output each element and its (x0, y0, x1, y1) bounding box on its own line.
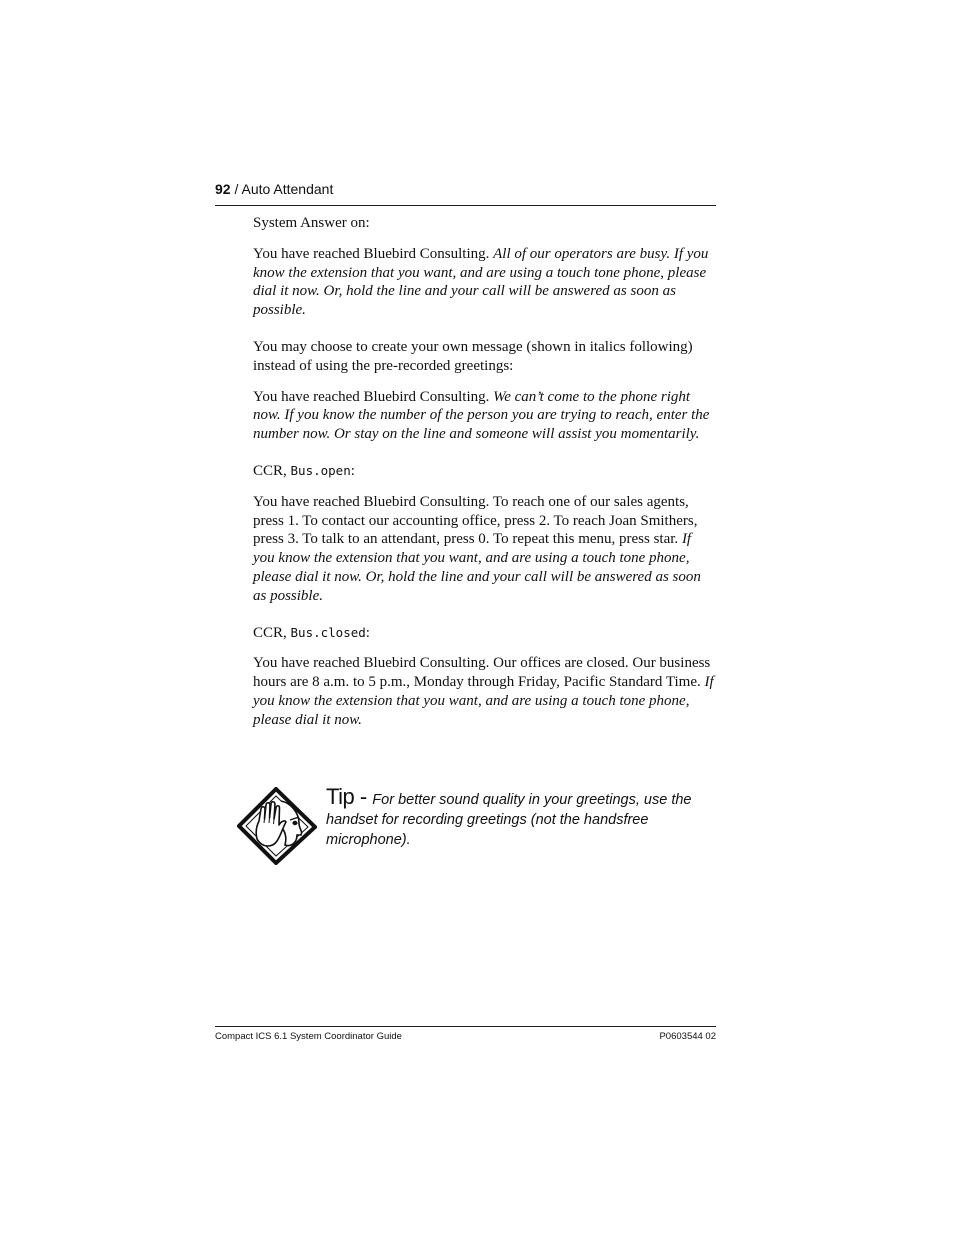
tip-text (326, 784, 718, 850)
footer-rule (215, 1026, 716, 1027)
paragraph-ccr-closed (253, 624, 716, 643)
body-text (253, 214, 716, 730)
header-separator: / (234, 181, 239, 197)
tip-label: Tip - (326, 784, 373, 809)
header-rule (215, 205, 716, 206)
tip-box (237, 784, 717, 867)
paragraph-greeting-busy (253, 245, 716, 320)
greeting-italic: We can’t come to the phone right now. If you know the number of the person you are trying to reach, enter the number now. Or stay on the line and someone will assist you momentarily. (253, 388, 710, 443)
tip-body: For better sound quality in your greetings, use the handset for recording greetings (not the handsfree microphone). (326, 792, 692, 848)
ccr-label: CCR, (253, 624, 291, 641)
section-title: Auto Attendant (241, 181, 334, 197)
paragraph-system-answer: System Answer on: (253, 215, 370, 231)
greeting-plain: You have reached Bluebird Consulting. Our offices are closed. Our business hours are 8 a.m. to 5 p.m., Monday through Friday, Pacific Standard Time. (253, 655, 711, 691)
footer-guide-title: Compact ICS 6.1 System Coordinator Guide (215, 1031, 402, 1042)
ccr-label: CCR, (253, 462, 291, 479)
greeting-plain: You have reached Bluebird Consulting. To reach one of our sales agents, press 1. To contact our accounting office, press 2. To reach Joan Smithers, press 3. To talk to an attendant, press 0. To repeat this menu, press star. (253, 493, 698, 548)
running-footer (215, 1031, 716, 1042)
footer-doc-number: P0603544 02 (659, 1031, 716, 1042)
hand-stop-tip-icon (237, 787, 317, 865)
paragraph-ccr-open (253, 462, 716, 481)
greeting-italic: If you know the extension that you want, and are using a touch tone phone, please dial it now. Or, hold the line and your call will be answered as soon as possible. (253, 531, 701, 604)
code-bus-closed: Bus.closed (290, 624, 366, 640)
paragraph-custom-message: You may choose to create your own message (shown in italics following) instead of using the pre-recorded greetings: (253, 338, 693, 374)
paragraph-greeting-open (253, 493, 716, 606)
code-bus-open: Bus.open (290, 462, 351, 478)
greeting-italic: All of our operators are busy. If you know the extension that you want, and are using a touch tone phone, please dial it now. Or, hold the line and your call will be answered as soon as possible. (253, 245, 709, 319)
page-number: 92 (215, 181, 231, 197)
greeting-plain: You have reached Bluebird Consulting. (253, 388, 494, 405)
paragraph-greeting-closed (253, 654, 716, 729)
greeting-plain: You have reached Bluebird Consulting. (253, 245, 494, 262)
running-header (215, 181, 716, 197)
colon: : (365, 624, 370, 641)
paragraph-greeting-custom (253, 388, 716, 444)
colon: : (350, 462, 355, 479)
greeting-italic: If you know the extension that you want, and are using a touch tone phone, please dial it now. (253, 674, 714, 728)
